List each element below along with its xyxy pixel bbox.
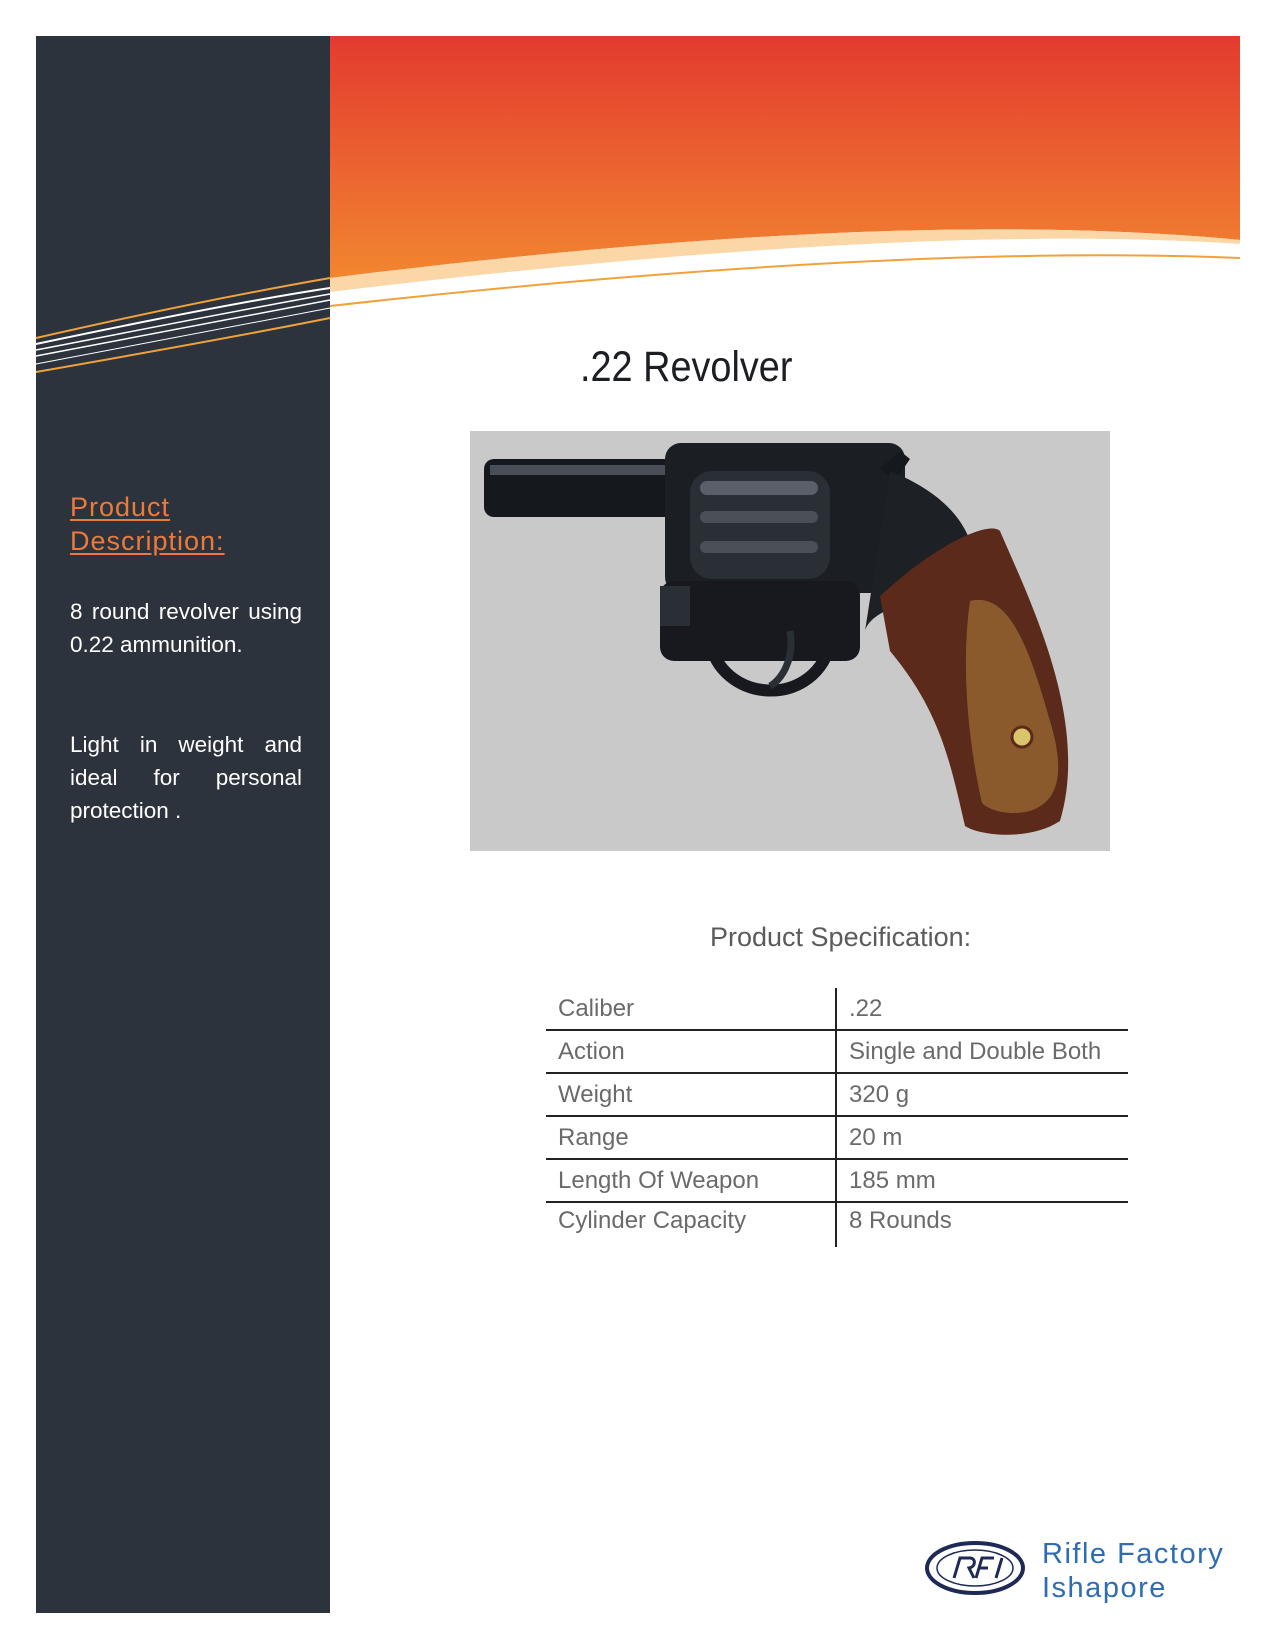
spec-value: .22 [849,994,883,1022]
brand-name [1042,1537,1242,1605]
specification-table [546,988,1128,1247]
product-description-heading: Product Description: [70,492,225,556]
brand-line-2: Ishapore [1042,1572,1167,1604]
spec-label: Cylinder Capacity [546,1202,836,1247]
spec-label: Length Of Weapon [546,1159,836,1202]
table-row [546,1116,1128,1159]
table-row [546,1159,1128,1202]
rfi-emblem-icon [924,1540,1026,1596]
product-specification-heading: Product Specification: [710,922,972,952]
spec-label: Weight [546,1073,836,1116]
spec-value: 20 m [849,1123,903,1151]
table-row [546,1202,1128,1247]
description-paragraph: 8 round revolver using 0.22 ammunition. [70,599,302,657]
spec-value: Single and Double Both [849,1037,1102,1065]
spec-value: 320 g [849,1080,910,1108]
spec-label: Action [546,1030,836,1073]
spec-value: 8 Rounds [849,1207,952,1234]
revolver-photo [470,431,1110,851]
spec-value: 185 mm [849,1166,936,1194]
table-row [546,988,1128,1030]
product-title: .22 Revolver [580,343,793,391]
spec-label: Range [546,1116,836,1159]
description-paragraph: Light in weight and ideal for personal protection . [70,732,302,823]
spec-label: Caliber [546,988,836,1030]
table-row [546,1073,1128,1116]
brand-line-1: Rifle Factory [1042,1538,1225,1570]
table-row [546,1030,1128,1073]
